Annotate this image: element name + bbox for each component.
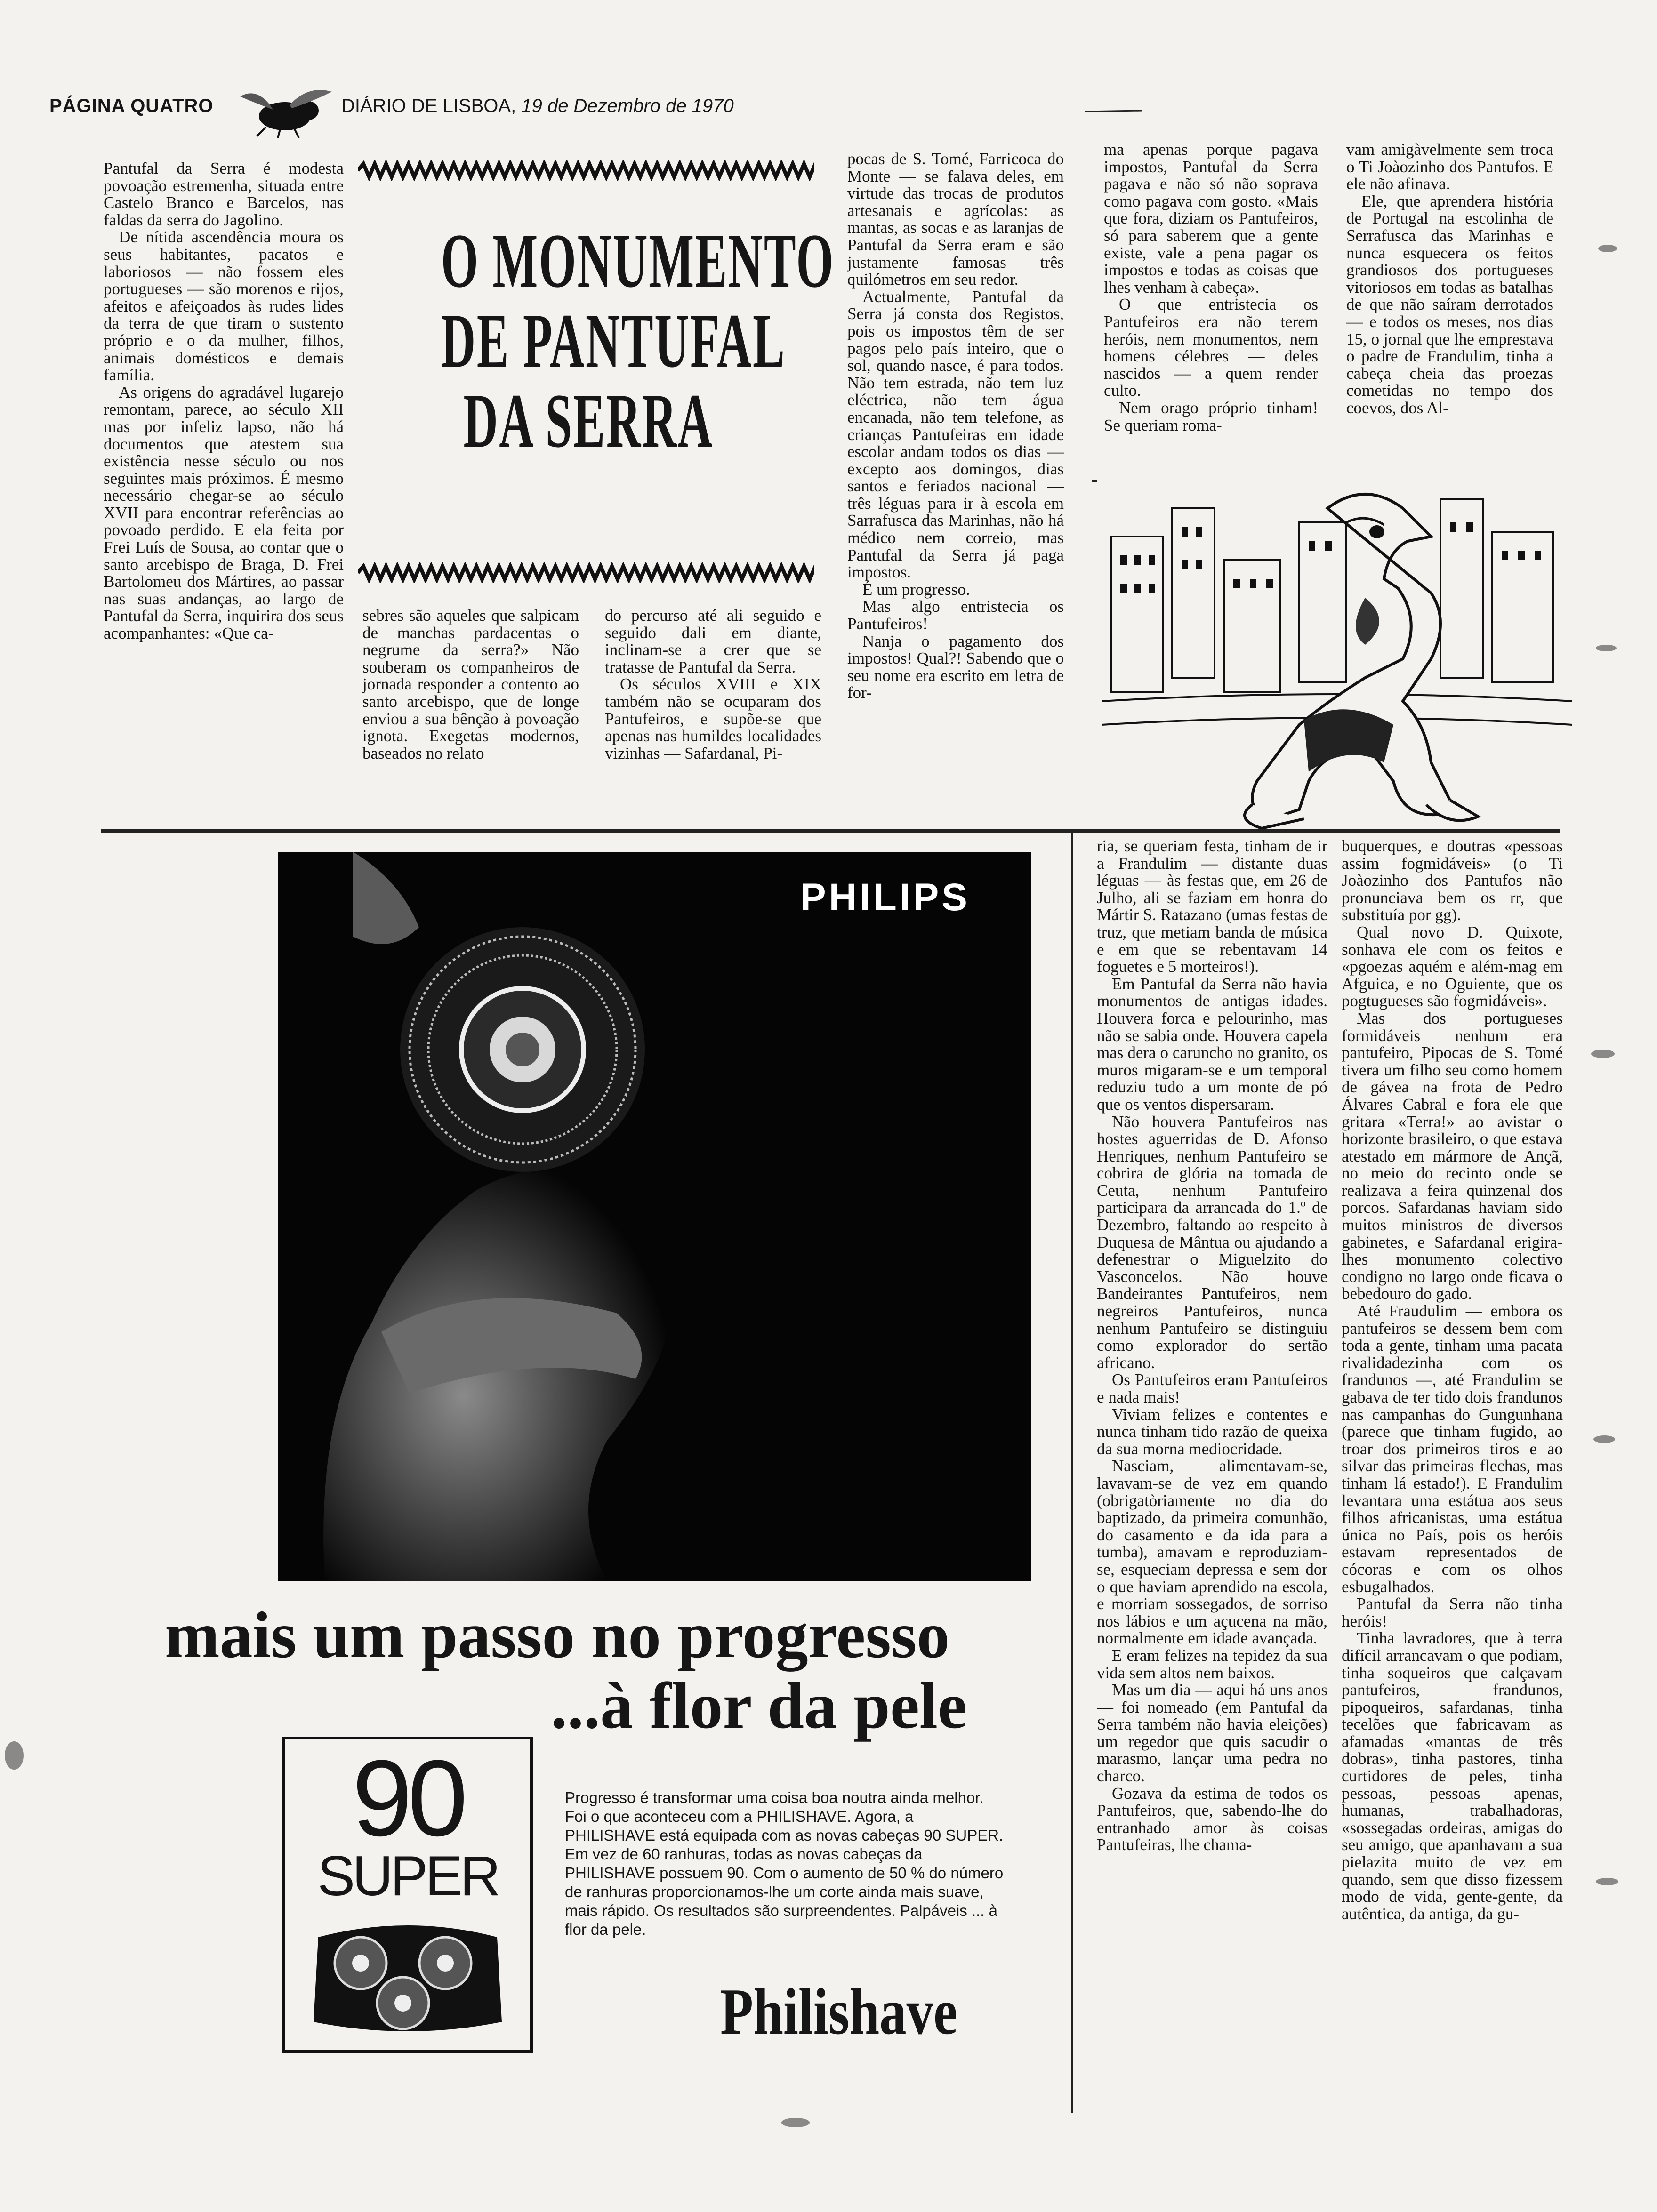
paragraph: ria, se queriam festa, tinham de ir a Frandulim — distante duas léguas — às festas que, em 26 de Julho, ali se faziam em honra do Mártir S. Ratazano (umas festas de truz, que metiam banda de música e em que se rebentavam 14 foguetes e 5 morteiros!). xyxy=(1097,838,1327,976)
paragraph: Gozava da estima de todos os Pantufeiros, que, sabendo-lhe do entranhado amor às coisas Pantufeiras, lhe chama- xyxy=(1097,1784,1327,1854)
scan-speck xyxy=(1591,1050,1615,1058)
issue-date: 19 de Dezembro de 1970 xyxy=(521,96,734,116)
paragraph: Nanja o pagamento dos impostos! Qual?! Sabendo que o seu nome era escrito em letra de for- xyxy=(847,632,1064,702)
paragraph: Nem orago próprio tinham! Se queriam roma- xyxy=(1104,398,1318,434)
title-line: O MONUMENTO xyxy=(441,218,835,304)
paragraph: Os Pantufeiros eram Pantufeiros e nada mais! xyxy=(1097,1370,1327,1406)
newspaper-dateline xyxy=(341,96,734,117)
page-number: PÁGINA QUATRO xyxy=(49,96,214,116)
90-super-badge xyxy=(282,1737,533,2053)
paragraph: ma apenas porque pagava impostos, Pantufal da Serra pagava e não só não soprava como pagava com gosto. «Mais que fora, diziam os Pantufeiros, só para saberem que a gente existe, vale a pena pagar os impostos e todas as coisas que lhes venham à cabeça». xyxy=(1104,141,1318,297)
article-column-5 xyxy=(1346,141,1553,480)
philishave-logo: Philishave xyxy=(720,1975,957,2048)
article-title xyxy=(441,218,835,560)
title-line: DE PANTUFAL xyxy=(441,298,786,384)
paragraph: pocas de S. Tomé, Farricoca do Monte — se falava deles, em virtude das trocas de produtos artesanais e agrícolas: as mantas, as socas e as laranjas de Pantufal da Serra eram e são justamente famosas três quilómetros em seu redor. xyxy=(847,151,1064,289)
margin-mark xyxy=(1085,106,1142,115)
paragraph: Nasciam, alimentavam-se, lavavam-se de vez em quando (obrigatòriamente no dia do baptizado, da primeira comunhão, do casamento e da ida para a tumba), amavam e reproduziam-se, esqueciam depressa e sem dor o que haviam aprendido na escola, e morriam sossegados, de sorriso nos lábios e um açucena na mão, normalmente em idade avançada. xyxy=(1097,1457,1327,1648)
paragraph: O que entristecia os Pantufeiros era não terem heróis, nem monumentos, nem homens célebres — deles nascidos — a quem render culto. xyxy=(1104,295,1318,400)
scan-speck xyxy=(1598,245,1617,252)
title-border-bottom xyxy=(358,562,814,583)
paragraph: Actualmente, Pantufal da Serra já consta dos Registos, pois os impostos têm de ser pagos pelo país inteiro, que o sol, quando nasce, é para todos. Não tem estrada, não tem luz eléctrica, não tem água encanada, não tem telefone, as crianças Pantufeiras em idade escolar andam todos os dias — excepto aos domingos, dias santos e feriados nacional — três léguas para ir à escola em Sarrafusca das Marinhas, não há médico nem correio, mas Pantufal da Serra já paga impostos. xyxy=(847,287,1064,582)
title-line: DA SERRA xyxy=(463,378,714,464)
title-border-top xyxy=(358,160,814,181)
paragraph: Pantufal da Serra é modesta povoação estremenha, situada entre Castelo Branco e Barcelos, nas faldas da serra do Jagolino. xyxy=(104,160,344,229)
advert-slogan-line-1: mais um passo no progresso xyxy=(165,1599,950,1672)
scan-speck xyxy=(1596,1878,1618,1885)
scan-speck xyxy=(5,1741,24,1770)
paragraph: Qual novo D. Quixote, sonhava ele com os feitos e «pgoezas aquém e além-mag em Afguica, e no Oguiente, que os pogtugueses são fogmidáveis». xyxy=(1342,922,1563,1010)
article-column-7 xyxy=(1342,838,1563,2156)
article-column-3b xyxy=(847,151,1064,828)
paragraph: buquerques, e doutras «pessoas assim fogmidáveis» (o Ti Joàozinho dos Pantufos não pronunciava bem os rr, que substituía por gg). xyxy=(1342,838,1563,924)
article-column-6 xyxy=(1097,838,1327,2156)
newspaper-name: DIÁRIO DE LISBOA, xyxy=(341,96,516,116)
walking-man-illustration xyxy=(1102,480,1572,838)
paragraph: E eram felizes na tepidez da sua vida sem altos nem baixos. xyxy=(1097,1646,1327,1682)
scan-speck xyxy=(781,2118,810,2127)
paragraph: Não houvera Pantufeiros nas hostes aguerridas de D. Afonso Henriques, nenhum Pantufeiro se cobrira de glória na tomada de Ceuta, nenhum Pantufeiro participara da arrancada do 1.º de Dezembro, faltando ao respeito à Duquesa de Mântua ou ajudando a defenestrar o Miguelzito do Vasconcelos. Não houve Bandeirantes Pantufeiros, nem negreiros Pantufeiros, nunca nenhum Pantufeiro se distinguiu como explorador do sertão africano. xyxy=(1097,1112,1327,1372)
philips-logo: PHILIPS xyxy=(800,876,970,919)
article-column-2 xyxy=(362,607,579,828)
paragraph: do percurso até ali seguido e seguido dali em diante, inclinam-se a crer que se tratasse de Pantufal da Serra. xyxy=(605,607,821,676)
scan-speck xyxy=(1596,645,1617,651)
paragraph: Mas um dia — aqui há uns anos — foi nomeado (em Pantufal da Serra também não havia eleições) um regedor que quis sacudir o marasmo, lançar uma pedra no charco. xyxy=(1097,1681,1327,1786)
paragraph: É um progresso. xyxy=(862,580,970,599)
paragraph: Os séculos XVIII e XIX também não se ocuparam dos Pantufeiros, e supõe-se que apenas nas humildes localidades vizinhas — Safardanal, Pi- xyxy=(605,675,821,762)
article-column-1 xyxy=(104,160,344,828)
advert-slogan-line-2: ...à flor da pele xyxy=(551,1669,967,1742)
badge-number: 90 xyxy=(352,1738,463,1859)
paragraph: As origens do agradável lugarejo remontam, parece, ao século XII mas por infeliz lapso, não há documentos que atestem sua existência nesse século ou nos seguintes mais próximos. É mesmo necessário chegar-se ao século XVII para encontrar referências ao povoado perdido. E ela feita por Frei Luís de Sousa, ao contar que o santo arcebispo de Braga, D. Frei Bartolomeu dos Mártires, ao passar nas suas andanças, ao largo de Pantufal da Serra, inquirira dos seus acompanhantes: «Que ca- xyxy=(104,383,344,643)
horizontal-rule xyxy=(1092,480,1097,482)
advert-copy: Progresso é transformar uma coisa boa noutra ainda melhor. Foi o que aconteceu com a PHILISHAVE. Agora, a PHILISHAVE está equipada com as novas cabeças 90 SUPER. Em vez de 60 ranhuras, todas as novas cabeças da PHILISHAVE possuem 90. Com o aumento de 50 % do número de ranhuras proporcionamos-lhe um corte ainda mais suave, mais rápido. Os resultados são surpreendentes. Palpáveis ... à flor da pele. xyxy=(565,1789,1004,1938)
paragraph: Pantufal da Serra não tinha heróis! xyxy=(1342,1595,1563,1630)
shaver-head-image xyxy=(278,852,1031,1581)
page-header xyxy=(49,87,1556,129)
horizontal-rule xyxy=(101,829,1560,833)
fly-icon xyxy=(238,87,337,139)
shaver-three-heads-icon xyxy=(304,1918,511,2036)
shaver-advert-photo xyxy=(278,852,1031,1581)
article-column-4 xyxy=(1104,141,1318,480)
paragraph: sebres são aqueles que salpicam de manchas pardacentas o negrume da serra?» Não souberam os companheiros de jornada responder a contento ao santo arcebispo, que de longe enviou a sua bênção à povoação ignota. Exegetas modernos, baseados no relato xyxy=(362,607,579,762)
badge-word: SUPER xyxy=(317,1844,498,1907)
paragraph: Mas dos portugueses formidáveis nenhum era pantufeiro, Pipocas de S. Tomé tivera um filho seu como homem de gávea na frota de Pedro Álvares Cabral e fora ele que gritara «Terra!» ao avistar o horizonte brasileiro, o que estava atestado em mármore de Ançã, no meio do recinto onde se realizava a feira quinzenal dos porcos. Safardanas haviam sido muitos ministros de diversos gabinetes, e Safardanal erigira-lhes monumento colectivo condigno no largo onde ficava o bebedouro do gado. xyxy=(1342,1009,1563,1303)
paragraph: Mas algo entristecia os Pantufeiros! xyxy=(847,597,1064,633)
paragraph: Viviam felizes e contentes e nunca tinham tido razão de queixa da sua morna mediocridade. xyxy=(1097,1405,1327,1458)
paragraph: vam amigàvelmente sem troca o Ti Joàozinho dos Pantufos. E ele não afinava. xyxy=(1346,141,1553,193)
paragraph: Até Fraudulim — embora os pantufeiros se dessem bem com toda a gente, tinham uma pacata rivalidadezinha com os frandunos —, até Frandulim se gabava de ter tido dois frandunos nas campanhas do Gungunhana (parece que tinham fugido, ao troar dos primeiros tiros e ao silvar das primeiras flechas, mas tinham lá estado!). E Frandulim levantara uma estátua aos seus filhos africanistas, uma estátua única no País, pois os heróis estavam representados de cócoras e com os olhos esbugalhados. xyxy=(1342,1302,1563,1596)
article-column-3a xyxy=(605,607,821,828)
scan-speck xyxy=(1593,1435,1615,1443)
paragraph: Tinha lavradores, que à terra difícil arrancavam o que podiam, tinha soqueiros que calçavam pantufeiros, frandunos, pipoqueiros, safardanas, tinha tecelões que fabricavam as afamadas «mantas de três dobras», tinha pastores, tinha curtidores de peles, tinha pessoas, pessoas apenas, humanas, trabalhadoras, «sossegadas ordeiras, amigas do seu amigo, que apanhavam a sua pielazita muito de vez em quando, sem que disso fizessem modo de vida, gente-gente, da autêntica, da antiga, da gu- xyxy=(1342,1629,1563,1923)
paragraph: De nítida ascendência moura os seus habitantes, pacatos e laboriosos — não fossem eles portugueses — são morenos e rijos, afeitos e afeiçoados às rudes lides da terra de que tiram o sustento próprio e o da mulher, filhos, animais domésticos e demais família. xyxy=(104,228,344,385)
paragraph: Ele, que aprendera história de Portugal na escolinha de Serrafusca das Marinhas e nunca esquecera os feitos grandiosos dos portugueses vitoriosos em todas as batalhas de que não saíram derrotados — e todos os meses, nos dias 15, o jornal que lhe emprestava o padre de Frandulim, tinha a cabeça cheia das proezas cometidas no tempo dos coevos, dos Al- xyxy=(1346,192,1553,417)
paragraph: Em Pantufal da Serra não havia monumentos de antigas idades. Houvera forca e pelourinho, mas não se sabia onde. Houvera capela mas dera o caruncho no granito, os muros migaram-se e um temporal reduziu tudo a um monte de pó que os ventos dispersaram. xyxy=(1097,974,1327,1114)
vertical-rule xyxy=(1071,833,1073,2113)
